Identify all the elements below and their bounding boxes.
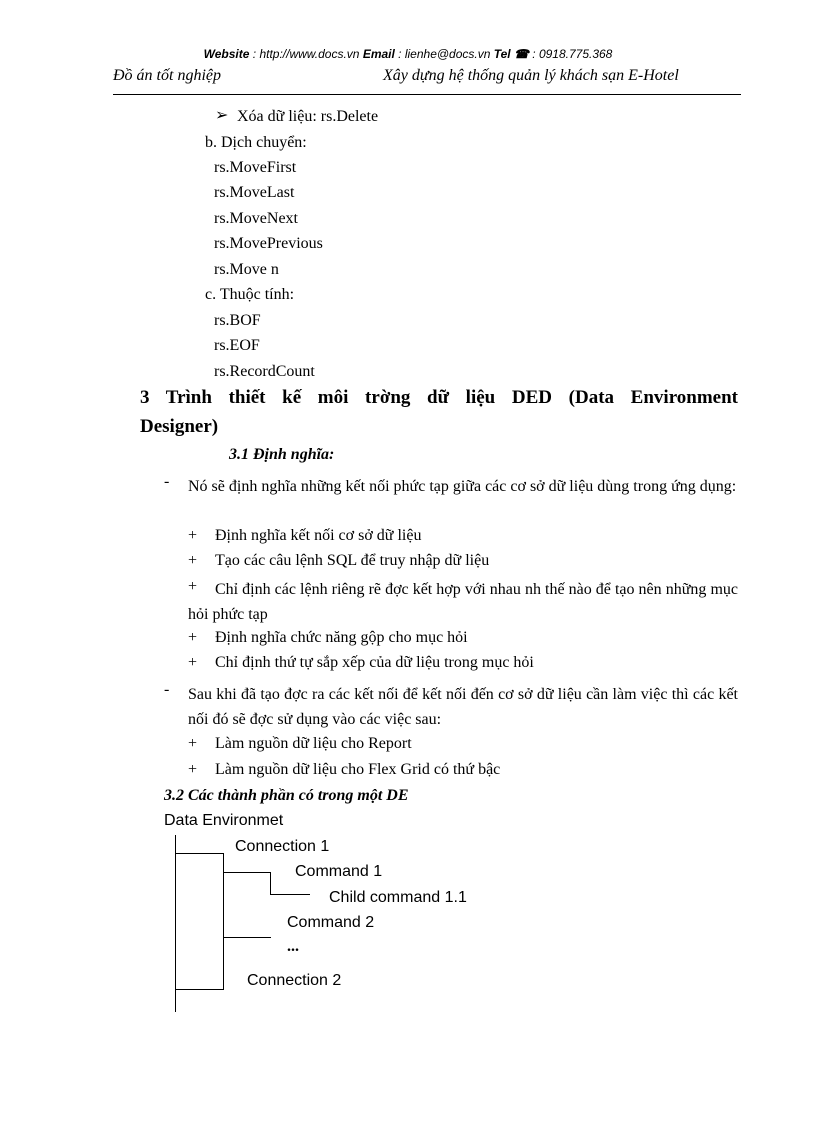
phone-icon: ☎ — [513, 47, 529, 61]
email-value[interactable]: : lienhe@docs.vn — [394, 47, 494, 61]
tree-command2-label: Command 2 — [287, 914, 375, 931]
tree-branch-command1 — [223, 872, 270, 873]
website-url[interactable]: : http://www.docs.vn — [249, 47, 363, 61]
item-create-sql: Tạo các câu lệnh SQL để truy nhập dữ liệu — [215, 552, 490, 569]
dash-bullet-1: - — [164, 473, 170, 490]
tree-command1-vertical — [270, 872, 271, 894]
tel-label: Tel — [493, 47, 514, 61]
item-report-source: Làm nguồn dữ liệu cho Report — [215, 735, 412, 752]
item-sort-order: Chỉ định thứ tự sắp xếp của dữ liệu trong mục hỏi — [215, 654, 534, 671]
tree-branch-connection1 — [175, 853, 223, 854]
dash-bullet-2: - — [164, 681, 170, 698]
bullet2-text: Sau khi đã tạo đợc ra các kết nối để kết nối đến cơ sở dữ liệu cần làm việc thì các kết nối đó sẽ đợc sử dụng vào các việc sau: — [188, 686, 738, 728]
tree-child-command-label: Child command 1.1 — [329, 889, 467, 906]
move-first-line: rs.MoveFirst — [214, 159, 297, 176]
plus-bullet-3: + — [188, 578, 198, 595]
tel-value: : 0918.775.368 — [528, 47, 613, 61]
move-section-title: b. Dịch chuyển: — [205, 134, 307, 151]
tree-connection1-vertical — [223, 853, 224, 990]
tree-main-vertical — [175, 835, 176, 1012]
item-specify-commands: Chỉ định các lệnh riêng rẽ đợc kết hợp với nhau nh thế nào để tạo nên những mục hỏi phức tạp — [188, 581, 738, 623]
arrow-bullet-icon: ➢ — [215, 107, 229, 124]
item-aggregate: Định nghĩa chức năng gộp cho mục hỏi — [215, 629, 468, 646]
bullet1-text: Nó sẽ định nghĩa những kết nối phức tạp giữa các cơ sở dữ liệu dùng trong ứng dụng: — [188, 478, 737, 495]
move-n-line: rs.Move n — [214, 261, 279, 278]
bof-line: rs.BOF — [214, 312, 261, 329]
tree-command1-label: Command 1 — [295, 863, 383, 880]
plus-bullet-7: + — [188, 761, 198, 778]
tree-branch-command2 — [223, 937, 271, 938]
item-define-connection: Định nghĩa kết nối cơ sở dữ liệu — [215, 527, 422, 544]
subsection-3-1-title: 3.1 Định nghĩa: — [229, 446, 335, 463]
item-flexgrid-source: Làm nguồn dữ liệu cho Flex Grid có thứ bậc — [215, 761, 501, 778]
plus-bullet-4: + — [188, 629, 198, 646]
header-left-title: Đồ án tốt nghiệp — [113, 67, 221, 84]
tree-branch-connection2 — [175, 989, 223, 990]
move-next-line: rs.MoveNext — [214, 210, 298, 227]
header-divider — [113, 94, 741, 95]
plus-bullet-2: + — [188, 552, 198, 569]
tree-connection2-label: Connection 2 — [247, 972, 342, 989]
subsection-3-2-title: 3.2 Các thành phần có trong một DE — [164, 787, 409, 804]
delete-line: Xóa dữ liệu: rs.Delete — [237, 108, 379, 125]
email-label: Email — [362, 47, 395, 61]
tree-branch-child — [270, 894, 310, 895]
move-previous-line: rs.MovePrevious — [214, 235, 323, 252]
eof-line: rs.EOF — [214, 337, 260, 354]
header-right-title: Xây dựng hệ thống quản lý khách sạn E-Hotel — [383, 67, 679, 84]
tree-ellipsis: ... — [287, 938, 299, 955]
tree-root-label: Data Environmet — [164, 812, 284, 829]
section3-title-line1: 3 Trình thiết kế môi trờng dữ liệu DED (Data Environment — [140, 387, 738, 408]
plus-bullet-6: + — [188, 735, 198, 752]
plus-bullet-1: + — [188, 527, 198, 544]
plus-bullet-5: + — [188, 654, 198, 671]
move-last-line: rs.MoveLast — [214, 184, 295, 201]
website-label: Website — [203, 47, 250, 61]
property-section-title: c. Thuộc tính: — [205, 286, 295, 303]
section3-title-line2: Designer) — [140, 416, 219, 437]
record-count-line: rs.RecordCount — [214, 363, 315, 380]
website-header — [0, 47, 816, 61]
tree-connection1-label: Connection 1 — [235, 838, 330, 855]
